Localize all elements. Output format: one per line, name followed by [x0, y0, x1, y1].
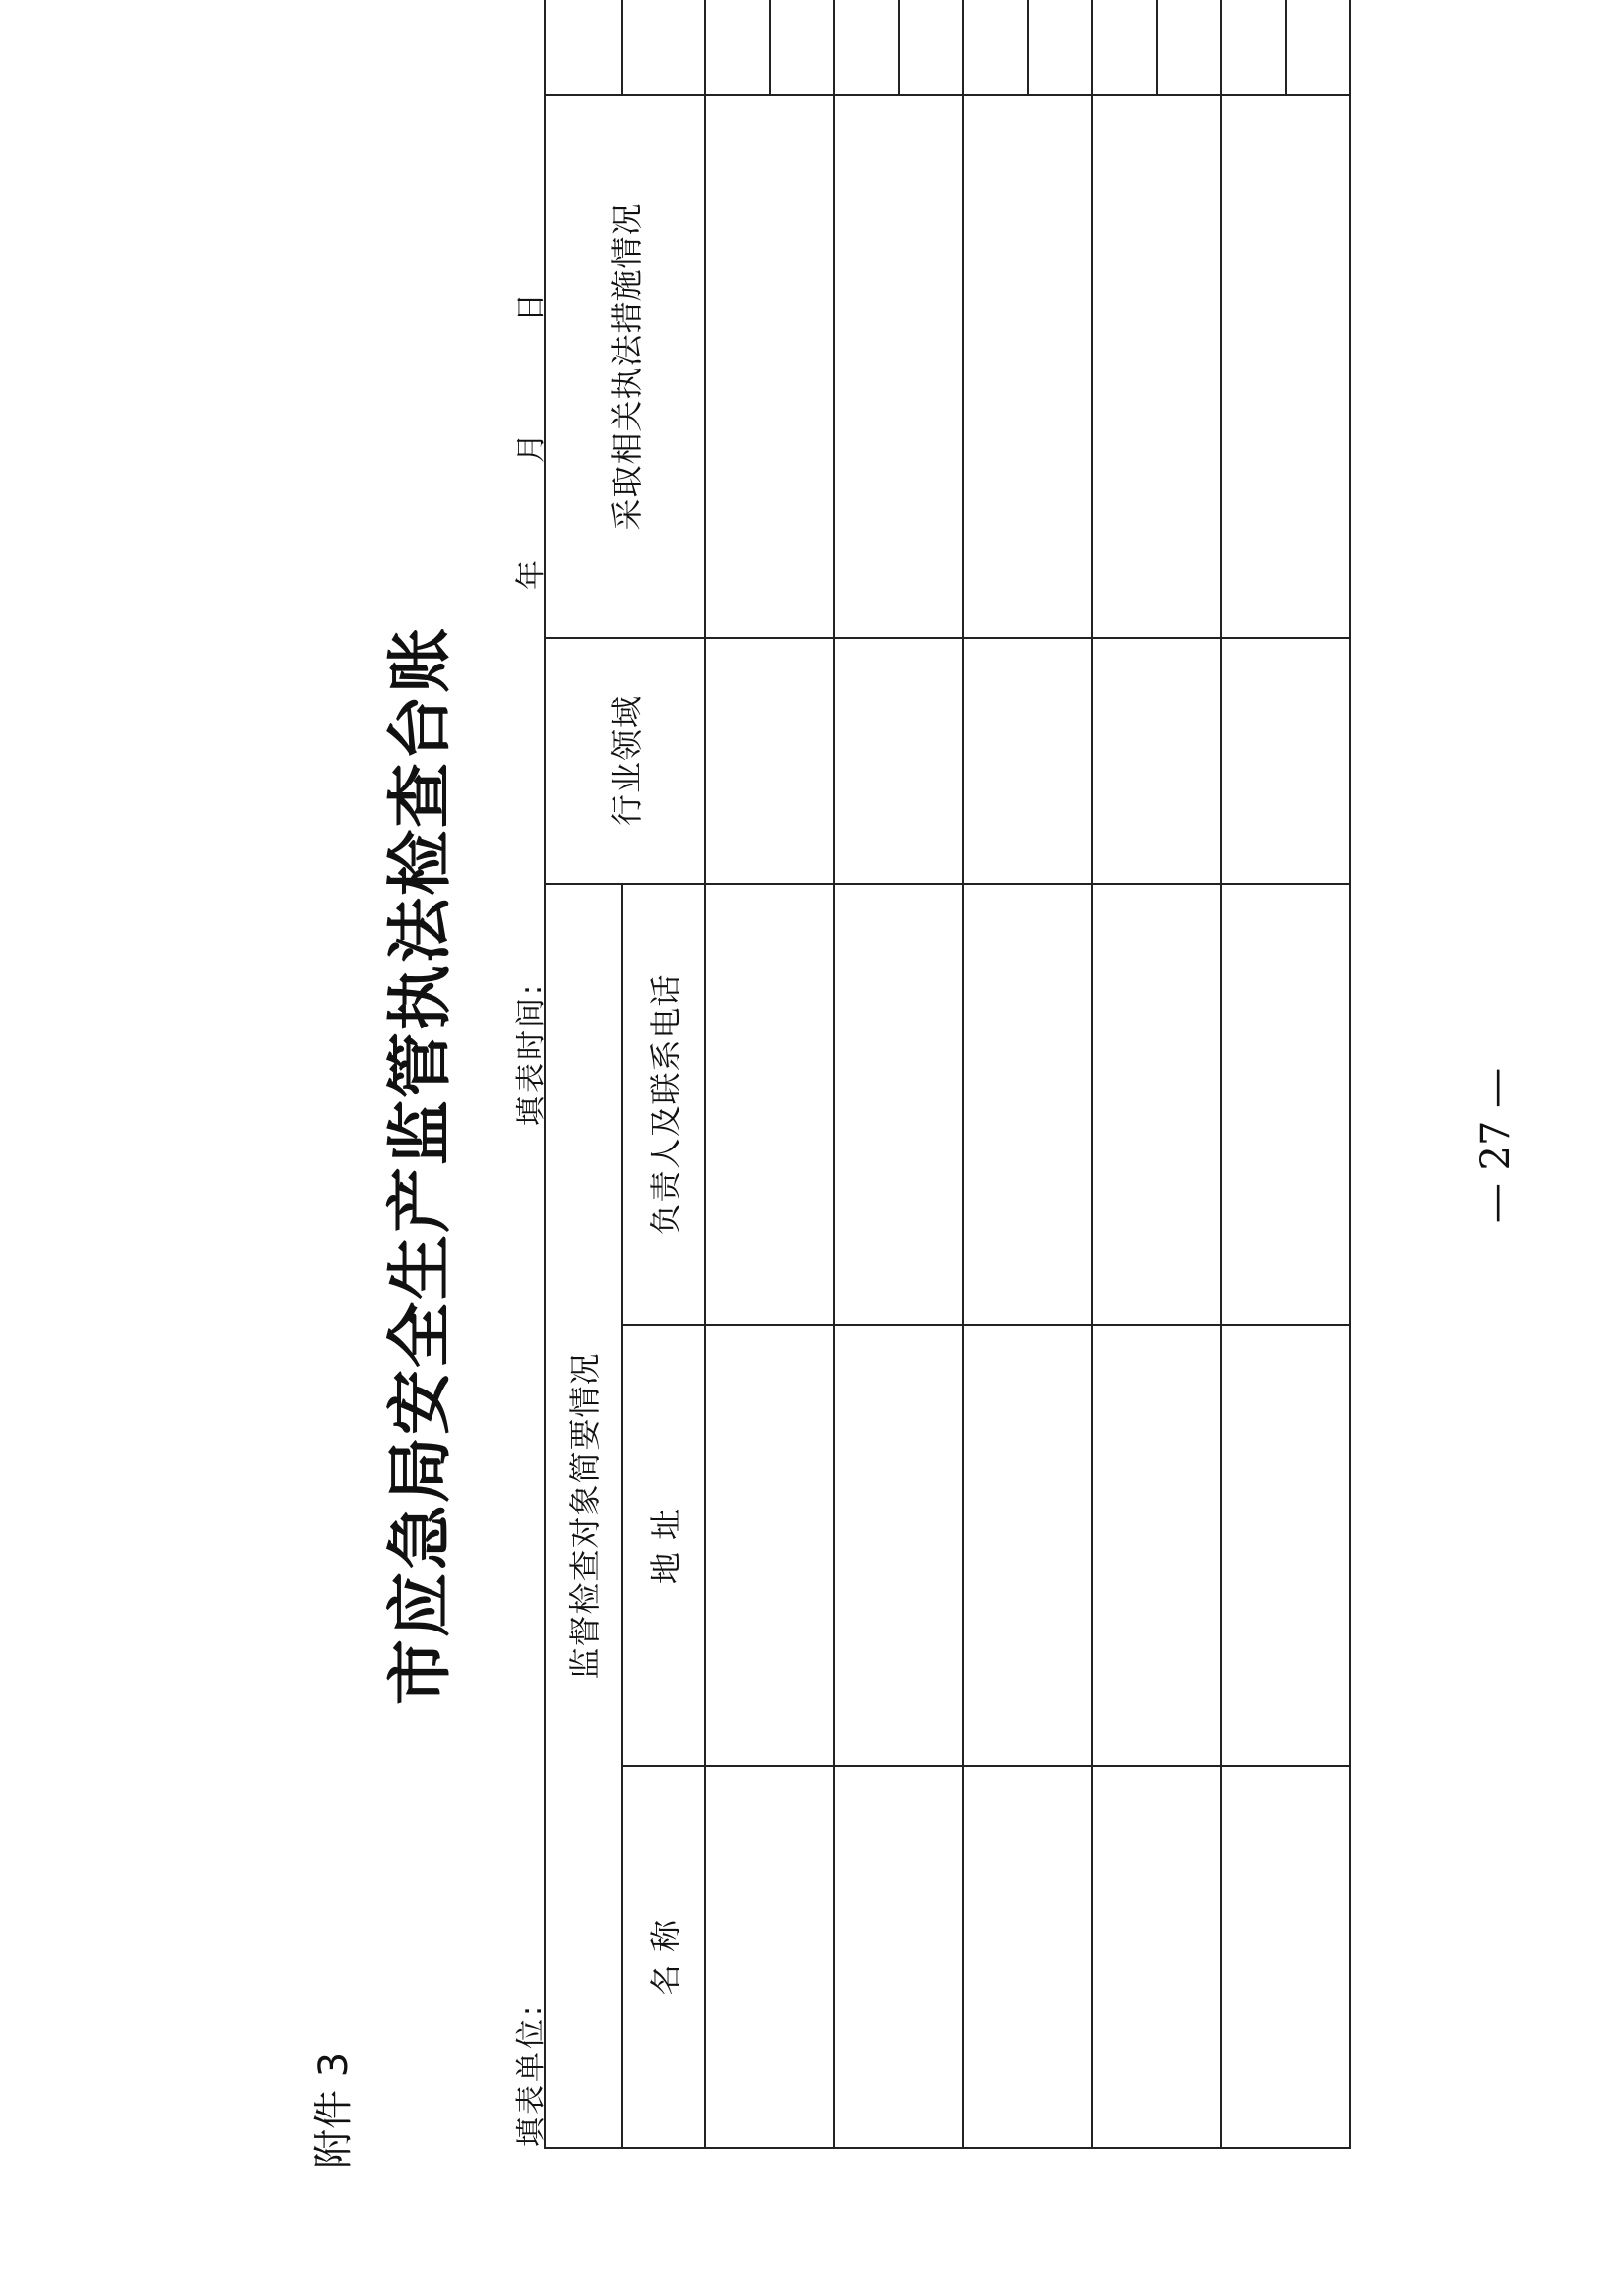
cell-name: [834, 1766, 963, 2148]
cell-officer-name: [834, 0, 899, 95]
cell-officer-name: [705, 0, 770, 95]
header-row-1: [545, 0, 622, 2148]
table-row: [963, 0, 1028, 2148]
header-contact: 负责人及联系电话: [622, 884, 705, 1325]
cell-officer-name: [1221, 0, 1286, 95]
cell-officer-name: [1092, 0, 1157, 95]
header-name: 名 称: [622, 1766, 705, 2148]
cell-measures: [1221, 95, 1350, 638]
cell-address: [705, 1325, 834, 1766]
cell-industry: [1221, 638, 1350, 884]
cell-industry: [963, 638, 1092, 884]
header-industry: 行业领域: [545, 638, 705, 884]
header-officer-info: [545, 0, 622, 95]
cell-name: [705, 1766, 834, 2148]
table-row: [1092, 0, 1157, 2148]
cell-name: [963, 1766, 1092, 2148]
cell-measures: [705, 95, 834, 638]
cell-measures: [1092, 95, 1221, 638]
cell-address: [834, 1325, 963, 1766]
cell-address: [1221, 1325, 1350, 1766]
cell-contact: [1092, 884, 1221, 1325]
date-month: 月: [514, 433, 549, 463]
header-address: 地 址: [622, 1325, 705, 1766]
date-year: 年: [514, 560, 549, 590]
header-officer-name: [622, 0, 705, 95]
cell-name: [1092, 1766, 1221, 2148]
date-day: 日: [514, 293, 549, 322]
cell-officer-name: [963, 0, 1028, 95]
cell-officer-name: [1286, 0, 1350, 95]
cell-industry: [834, 638, 963, 884]
fill-time-label: 填表时间:: [514, 981, 549, 1126]
cell-name: [1221, 1766, 1350, 2148]
cell-contact: [963, 884, 1092, 1325]
fill-unit-label: 填表单位:: [514, 2002, 549, 2147]
rotated-page-content: [69, 35, 1604, 2296]
cell-address: [1092, 1325, 1221, 1766]
cell-officer-name: [770, 0, 834, 95]
cell-officer-name: [1028, 0, 1092, 95]
header-target-summary: 监督检查对象简要情况: [545, 884, 622, 2148]
cell-measures: [963, 95, 1092, 638]
cell-officer-name: [899, 0, 963, 95]
document-title: 市应急局安全生产监管执法检查台账: [381, 626, 458, 1705]
cell-measures: [834, 95, 963, 638]
table-row: [705, 0, 770, 2148]
cell-contact: [834, 884, 963, 1325]
cell-contact: [705, 884, 834, 1325]
inspection-ledger-table: [544, 0, 1351, 2149]
cell-industry: [1092, 638, 1221, 884]
table-row: [834, 0, 899, 2148]
header-measures: 采取相关执法措施情况: [545, 95, 705, 638]
cell-officer-name: [1157, 0, 1221, 95]
attachment-label: 附件 3: [311, 2051, 357, 2169]
cell-contact: [1221, 884, 1350, 1325]
cell-industry: [705, 638, 834, 884]
page-number: — 27 —: [1473, 1067, 1519, 1224]
cell-address: [963, 1325, 1092, 1766]
table-row: [1221, 0, 1286, 2148]
